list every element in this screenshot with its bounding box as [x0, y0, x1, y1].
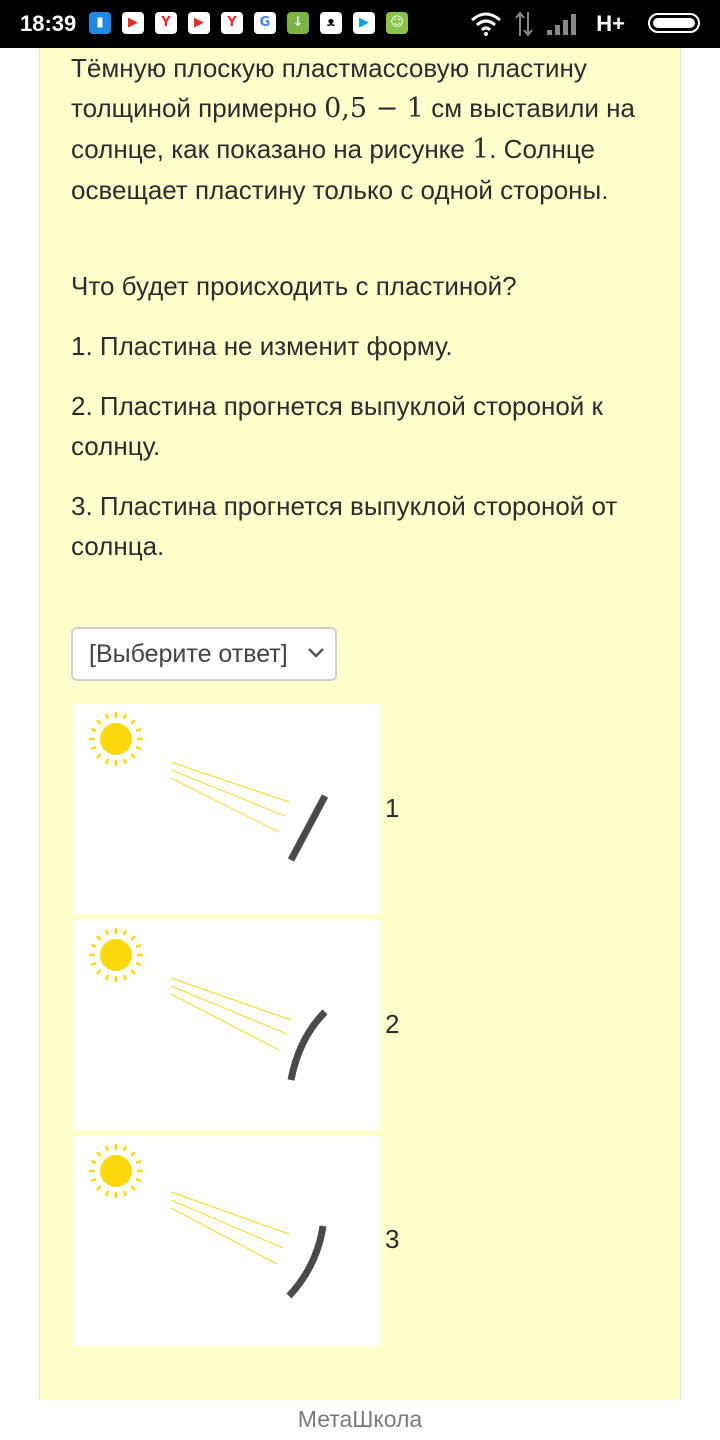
- status-bar: [0, 0, 720, 48]
- wifi-icon: [470, 12, 502, 36]
- yandex-icon: Y: [221, 12, 243, 34]
- sun-rays: [171, 1192, 289, 1264]
- network-type: H+: [596, 11, 625, 36]
- signal-icon: [546, 12, 580, 36]
- yandex-icon: Y: [155, 12, 177, 34]
- question-intro: [71, 48, 661, 210]
- status-time: 18:39: [20, 11, 77, 36]
- plate-convex-away-from-sun: [289, 1226, 323, 1296]
- youtube-icon: ▶: [122, 12, 144, 34]
- plate-straight: [291, 796, 325, 860]
- figure-3-drawing: [73, 1136, 381, 1346]
- figure-label-1: 1: [385, 793, 400, 823]
- sun-rays: [171, 762, 289, 832]
- sun-icon: [89, 1144, 143, 1198]
- intro-math-range: 0,5 − 1: [324, 93, 424, 124]
- youtube-icon: ▶: [188, 12, 210, 34]
- battery-icon: [648, 13, 700, 33]
- figure-3: [73, 1136, 381, 1346]
- question-prompt: Что будет происходить с пластиной?: [71, 271, 517, 301]
- intro-text: см выставили на солнце, как показано на рисунке: [71, 93, 635, 164]
- cat-app-icon: ᴥ: [320, 12, 342, 34]
- google-icon: G: [254, 12, 276, 34]
- figure-2: [73, 920, 381, 1130]
- figure-2-drawing: [73, 920, 381, 1130]
- figure-1-drawing: [73, 704, 381, 914]
- download-icon: ↓: [287, 12, 309, 34]
- figure-1: [73, 704, 381, 914]
- answer-select[interactable]: [71, 627, 337, 681]
- app-icon: ▮: [89, 12, 111, 34]
- question-card: [39, 48, 681, 1400]
- android-icon: ☺: [386, 12, 408, 34]
- intro-math-figure-number: 1: [472, 134, 490, 165]
- footer-brand: МетаШкола: [297, 1406, 423, 1432]
- option-3: 3. Пластина прогнется выпуклой стороной от солнца.: [71, 491, 618, 561]
- intro-text: . Солнце освещает пластину только с одной стороны.: [71, 134, 609, 205]
- figure-label-2: 2: [385, 1009, 400, 1039]
- chevron-down-icon: [307, 647, 325, 659]
- figure-label-3: 3: [385, 1224, 400, 1254]
- sun-icon: [89, 712, 143, 766]
- data-arrows-icon: [513, 10, 535, 38]
- option-1: 1. Пластина не изменит форму.: [71, 331, 453, 361]
- sun-rays: [171, 978, 291, 1050]
- option-2: 2. Пластина прогнется выпуклой стороной к солнцу.: [71, 391, 603, 461]
- answer-select-placeholder: [Выберите ответ]: [89, 640, 288, 668]
- plate-convex-toward-sun: [291, 1012, 325, 1080]
- play-store-icon: ▶: [353, 12, 375, 34]
- sun-icon: [89, 928, 143, 982]
- intro-text: Тёмную плоскую пластмассовую пластину толщиной примерно: [71, 53, 587, 123]
